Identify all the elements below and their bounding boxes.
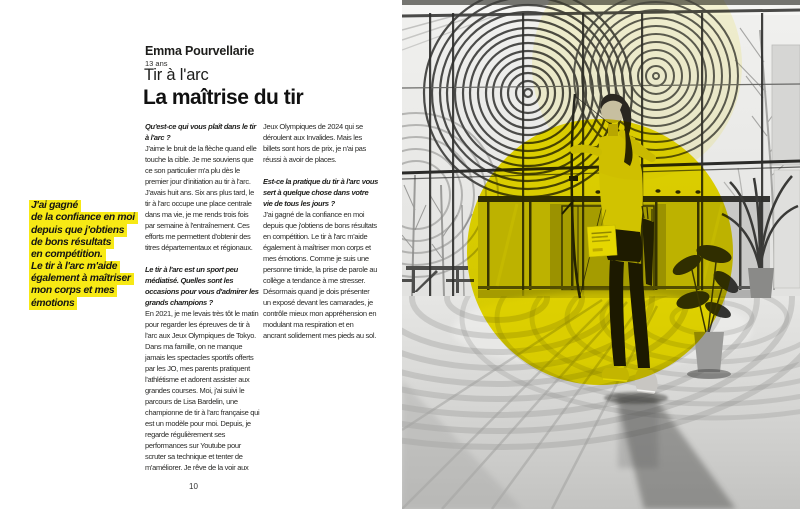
byline xyxy=(145,44,254,68)
interview-answer: Jeux Olympiques de 2024 qui se déroulent aux Invalides. Mais les billets sont hors de prix, je n'ai pas réussi à avoir de places. xyxy=(263,122,367,164)
interview-answer: En 2021, je me levais très tôt le matin pour regarder les épreuves de tir à l'arc aux Jeux Olympiques de Tokyo. Dans ma famille, on ne manque jamais les spectacles sportifs offerts par les JO, mes parents pratiquent l'athlétisme et adorent assister aux grandes courses. Moi, j'ai suivi le parcours de Lisa Bardelin, une championne de tir à l'arc française qui est un modèle pour moi. Depuis, je regarde régulièrement ses performances sur Youtube pour scruter sa technique et tenter de m'améliorer. Je rêve de la voir aux xyxy=(145,309,260,472)
interview-question: Le tir à l'arc est un sport peu médiatisé. Quelles sont les occasions pour vous d'admirer les grands champions ? xyxy=(145,265,259,307)
byline-author: Emma Pourvellarie xyxy=(145,44,255,58)
interview-answer: J'ai gagné de la confiance en moi depuis que j'obtiens de bons résultats en compétition. Le tir à l'arc m'aide également à maîtriser mon corps et mes émotions. Comme je suis une personne timide, la prise de parole au collège a tendance à me stresser. Désormais quand je dois présenter un exposé devant les camarades, je contrôle mieux mon appréhension en modulant ma respiration et en ancrant solidement mes pieds au sol. xyxy=(263,210,378,340)
interview-question: Est-ce la pratique du tir à l'arc vous sert à quelque chose dans votre vie de tous les jours ? xyxy=(263,177,379,208)
pull-quote-line: J'ai gagné xyxy=(29,200,81,212)
byline-age: 13 ans xyxy=(145,59,168,68)
interview-question: Qu'est-ce qui vous plaît dans le tir à l'arc ? xyxy=(145,122,257,142)
pull-quote-line: depuis que j'obtiens xyxy=(29,224,127,236)
archer-photo xyxy=(402,0,800,509)
pull-quote-line: de la confiance en moi xyxy=(29,212,138,224)
article-title: La maîtrise du tir xyxy=(143,86,304,109)
yellow-circle-overlay xyxy=(467,119,733,385)
pull-quote-line: de bons résultats xyxy=(29,237,114,249)
pull-quote xyxy=(29,200,154,310)
pull-quote-line: Le tir à l'arc m'aide xyxy=(29,261,120,273)
pull-quote-line: en compétition. xyxy=(29,249,106,261)
pull-quote-line: mon corps et mes xyxy=(29,285,117,297)
article-column-1 xyxy=(145,121,260,484)
page-number: 10 xyxy=(189,482,198,491)
pull-quote-line: émotions xyxy=(29,297,77,309)
pull-quote-line: également à maîtriser xyxy=(29,273,134,285)
article-column-2 xyxy=(263,121,378,352)
kicker-sport: Tir à l'arc xyxy=(144,66,209,84)
interview-answer: J'aime le bruit de la flèche quand elle touche la cible. Je me souviens que ce son particulier m'a plu dès le premier jour d'initiation au tir à l'arc. J'avais huit ans. Six ans plus tard, le tir à l'arc occupe une place centrale dans ma vie, je me rends trois fois par semaine à l'entraînement. Ces efforts me permettent d'obtenir des titres départementaux et régionaux. xyxy=(145,144,257,252)
